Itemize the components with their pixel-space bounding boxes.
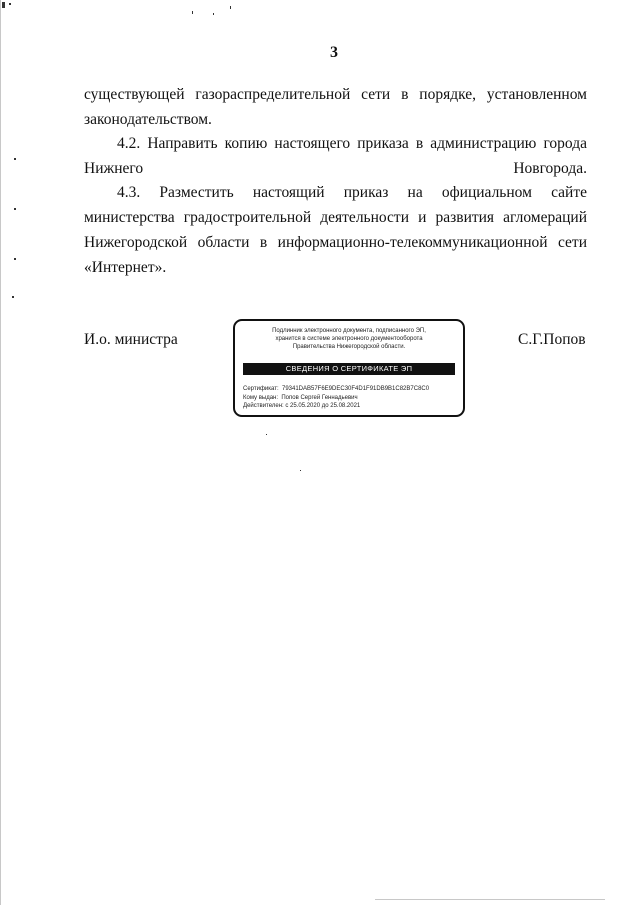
issued-to-label: Кому выдан: (243, 394, 279, 401)
paragraph-4-3: 4.3. Разместить настоящий приказ на официальном сайте министерства градостроительной деятельности и развития агломераций Нижегородской области в информационно-телекоммуникационной сети «Интернет». (84, 184, 587, 276)
page-number: 3 (330, 44, 338, 61)
scan-speck (300, 470, 301, 471)
stamp-header-line: Правительства Нижегородской области. (292, 344, 406, 350)
issued-to-value: Попов Сергей Геннадьевич (281, 394, 358, 401)
stamp-header (243, 327, 455, 351)
stamp-header-line: хранится в системе электронного документооборота (275, 336, 423, 342)
certificate-label: Сертификат: (243, 386, 279, 392)
paragraph-4-2: 4.2. Направить копию настоящего приказа в администрацию города Нижнего Новгорода. (84, 135, 587, 177)
paragraph-continuation: существующей газораспределительной сети в порядке, установленном законодательством. (84, 86, 587, 128)
stamp-header-line: Подлинник электронного документа, подписанного ЭП, (272, 328, 426, 334)
stamp-title-bar: СВЕДЕНИЯ О СЕРТИФИКАТЕ ЭП (243, 363, 455, 375)
certificate-value: 79341DAB57F6E9DEC30F4D1F91DB9B1C82B7C8C0 (281, 386, 430, 392)
validity-label: Действителен: (243, 403, 284, 409)
issued-to-row (243, 394, 457, 403)
scan-speck (9, 3, 11, 5)
scan-speck (14, 258, 16, 260)
scan-edge-line (375, 899, 605, 900)
signatory-name: С.Г.Попов (518, 331, 586, 348)
scan-speck (12, 296, 14, 298)
scan-speck (14, 208, 16, 210)
scan-edge-line (0, 0, 1, 905)
stamp-details (243, 385, 457, 411)
scan-speck (230, 6, 231, 9)
certificate-row (243, 385, 457, 394)
scan-speck (213, 13, 214, 15)
scan-speck (266, 434, 267, 435)
electronic-signature-stamp (233, 319, 465, 417)
validity-row (243, 402, 457, 411)
signatory-title: И.о. министра (84, 331, 178, 348)
scan-speck (192, 11, 193, 14)
scan-speck (14, 158, 16, 160)
validity-value: с 25.05.2020 до 25.08.2021 (285, 403, 361, 409)
scan-speck (2, 2, 5, 8)
